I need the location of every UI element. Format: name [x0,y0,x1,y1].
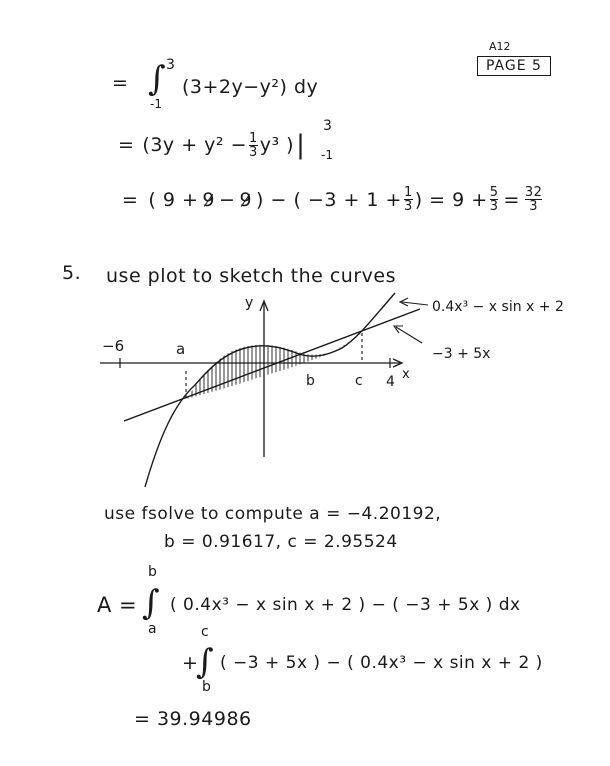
tick-neg6-label: −6 [102,337,125,355]
y-axis-label: y [245,295,254,311]
point-c-label: c [355,373,363,389]
page-code: A12 [489,40,511,53]
fsolve-line-1: use fsolve to compute a = −4.20192, [104,504,442,524]
integral-sign: ∫ [196,642,214,682]
integral-upper-limit: 3 [166,57,175,73]
antiderivative: (3y + y² − [142,134,247,156]
curve-sketch [90,285,590,495]
integral-lower-limit: -1 [150,97,162,111]
int2-upper: c [201,624,209,640]
int1-upper: b [148,564,157,580]
curve2-pointer [396,327,422,343]
integral-sign: ∫ [148,59,166,99]
tick-4-label: 4 [386,374,395,390]
page-label: PAGE 5 [477,56,551,76]
equals-sign: = [118,134,135,156]
integral-sign: ∫ [142,583,160,623]
evaluation-bar: | [296,130,306,160]
cubic-curve [145,293,395,487]
equals-sign: = [112,72,129,94]
fraction-one-third: $\frac{1}{3}$ [249,130,258,160]
fraction: $\frac{1}{3}$ [403,185,413,214]
result-fraction: $\frac{32}{3}$ [524,185,543,214]
area-label: A = [97,593,138,617]
equation-line-1 [112,72,128,94]
int1-integrand: ( 0.4x³ − x sin x + 2 ) − ( −3 + 5x ) dx [170,595,521,615]
int2-lower: b [202,679,211,695]
eval-upper: 3 [323,118,332,134]
plus-sign: + [182,652,199,674]
area-result: = 39.94986 [134,708,252,730]
problem-text: use plot to sketch the curves [106,265,396,287]
problem-number: 5. [62,262,82,284]
equation-line-3: = ( 9 + 9 − 9 ) − ( −3 + 1 + $\frac{1}{3}$ ) = 9 + $\frac{5}{3}$ = $\frac{32}{3}$ [122,185,543,214]
integrand: (3+2y−y²) dy [182,76,319,98]
fraction: $\frac{5}{3}$ [489,185,499,214]
cancelled-term: 9 [202,188,216,211]
point-a-label: a [176,340,186,358]
eval-lower: -1 [321,148,333,162]
x-axis-label: x [402,367,410,382]
curve2-arrowhead [394,326,403,333]
equals-sign: = [122,188,139,211]
antiderivative-rest: y³ ) [259,134,295,156]
curve2-label: −3 + 5x [432,346,491,362]
equation-line-2 [118,130,305,160]
curve1-label: 0.4x³ − x sin x + 2 [432,299,564,315]
int2-integrand: ( −3 + 5x ) − ( 0.4x³ − x sin x + 2 ) [220,653,543,673]
line-curve [124,309,420,421]
cancelled-term: 9 [239,188,253,211]
point-b-label: b [306,373,315,389]
fsolve-line-2: b = 0.91617, c = 2.95524 [164,532,398,552]
int1-lower: a [148,621,157,637]
